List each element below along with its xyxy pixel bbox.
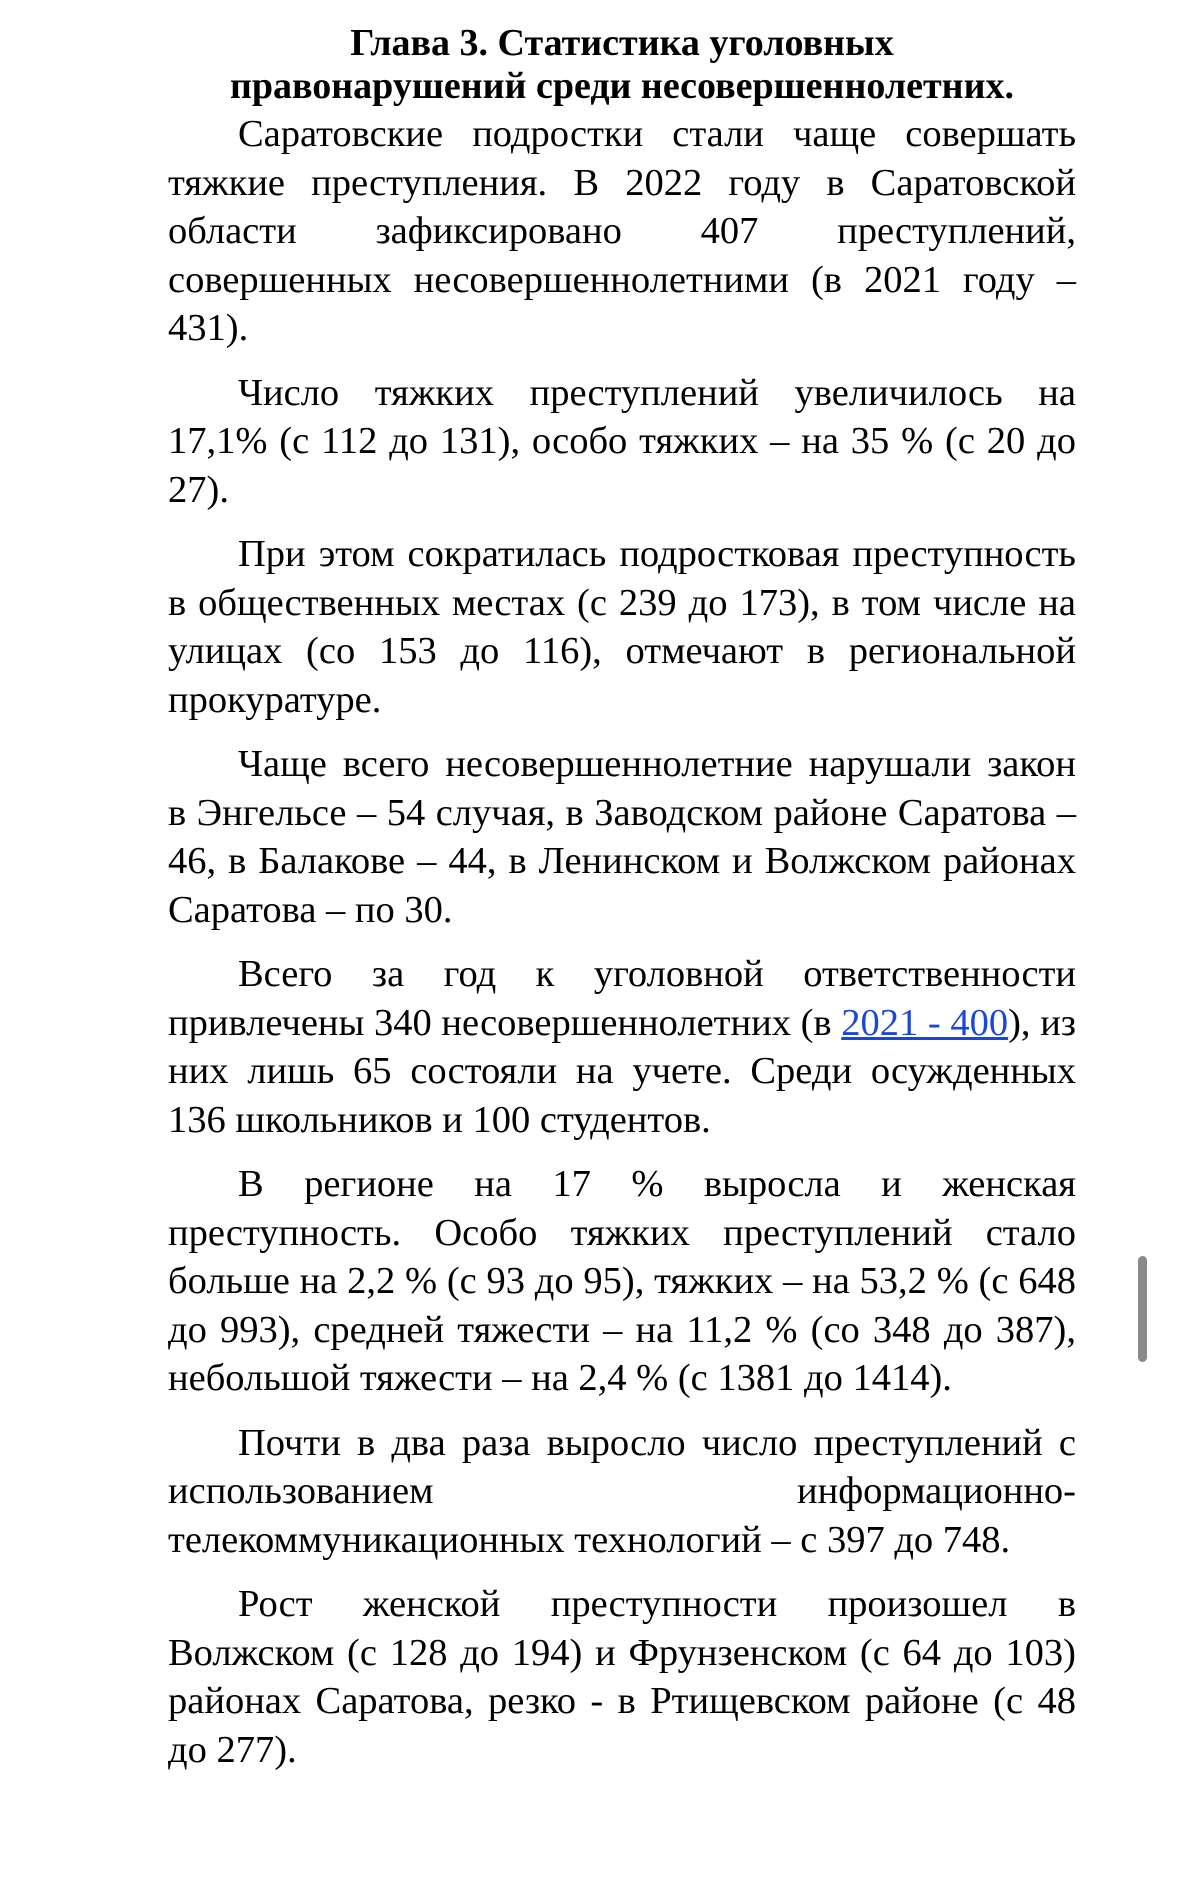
paragraph-2: Число тяжких преступлений увеличилось на 17,1% (с 112 до 131), особо тяжких – на 35 % (с 20 до 27). [168, 371, 1076, 511]
document-page [168, 22, 1076, 1790]
vertical-scrollbar-thumb[interactable] [1138, 1256, 1147, 1362]
chapter-title [168, 22, 1076, 108]
paragraph-3: При этом сократилась подростковая преступность в общественных местах (с 239 до 173), в том числе на улицах (со 153 до 116), отмечают в региональной прокуратуре. [168, 533, 1076, 721]
chapter-title-line1: Глава 3. Статистика уголовных [350, 22, 894, 64]
paragraph-8: Рост женской преступности произошел в Волжском (с 128 до 194) и Фрунзенском (с 64 до 103) районах Саратова, резко - в Ртищевском районе (с 48 до 277). [168, 1583, 1076, 1771]
paragraph-7: Почти в два раза выросло число преступлений с использованием информационно-телекоммуникационных технологий – с 397 до 748. [168, 1421, 1076, 1561]
paragraph-5 [168, 950, 1076, 1144]
paragraph-5-text-before: Всего за год к уголовной ответственности привлечены 340 несовершеннолетних (в [168, 953, 1076, 1044]
paragraph-6: В регионе на 17 % выросла и женская преступность. Особо тяжких преступлений стало больше на 2,2 % (с 93 до 95), тяжких – на 53,2 % (с 648 до 993), средней тяжести – на 11,2 % (со 348 до 387), небольшой тяжести – на 2,4 % (с 1381 до 1414). [168, 1163, 1076, 1399]
chapter-title-line2: правонарушений среди несовершеннолетних. [230, 65, 1014, 107]
paragraph-4: Чаще всего несовершеннолетние нарушали закон в Энгельсе – 54 случая, в Заводском районе Саратова – 46, в Балакове – 44, в Ленинском и Волжском районах Саратова – по 30. [168, 743, 1076, 931]
statistics-2021-link[interactable]: 2021 - 400 [841, 1001, 1009, 1044]
paragraph-1: Саратовские подростки стали чаще совершать тяжкие преступления. В 2022 году в Саратовской области зафиксировано 407 преступлений, совершенных несовершеннолетними (в 2021 году – 431). [168, 113, 1076, 349]
paragraph-5-text-after: ), из них лишь 65 состояли на учете. Среди осужденных 136 школьников и 100 студентов. [168, 1001, 1077, 1141]
